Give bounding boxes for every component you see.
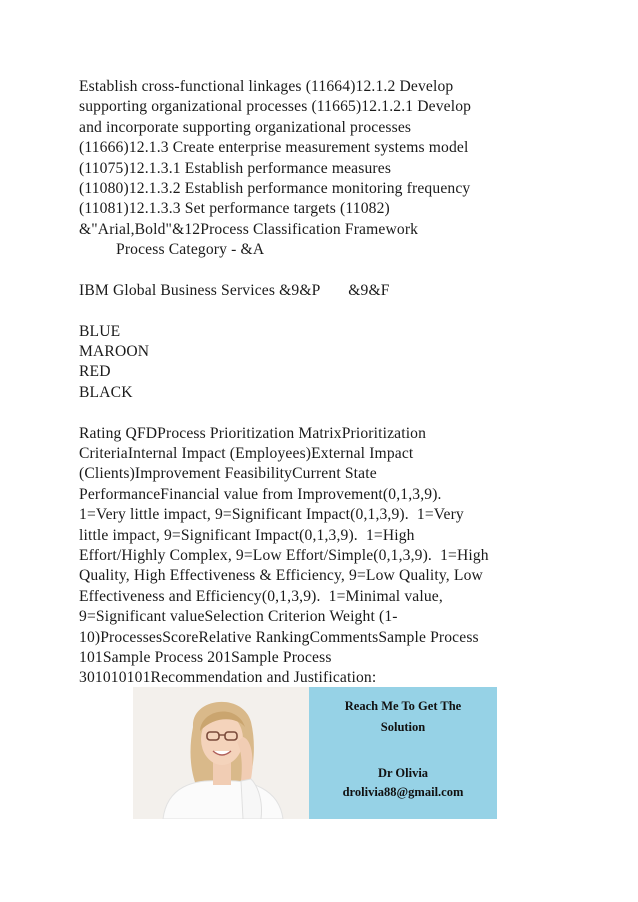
- text-line: 1=Very little impact, 9=Significant Impact(0,1,3,9). 1=Very: [79, 506, 464, 524]
- text-line: (11080)12.1.3.2 Establish performance monitoring frequency: [79, 179, 471, 197]
- cta-line-1: Reach Me To Get The: [344, 699, 462, 713]
- text-line: Establish cross-functional linkages (11664)12.1.2 Develop: [79, 78, 454, 95]
- cta-line-2: Solution: [380, 720, 426, 734]
- text-line: 101Sample Process 201Sample Process: [79, 648, 332, 666]
- text-line: (11075)12.1.3.1 Establish performance measures: [79, 159, 392, 177]
- color-line: RED: [79, 363, 111, 381]
- text-line: (11666)12.1.3 Create enterprise measurement systems model: [79, 139, 469, 157]
- process-category-line: Process Category - &A: [116, 241, 265, 259]
- text-line: 9=Significant valueSelection Criterion Weight (1-: [79, 608, 398, 626]
- text-line: and incorporate supporting organizational processes: [79, 118, 412, 136]
- portrait-illustration: [133, 687, 309, 819]
- color-line: BLACK: [79, 383, 133, 401]
- text-line: (Clients)Improvement FeasibilityCurrent State: [79, 465, 377, 483]
- spacer: [79, 261, 579, 281]
- contact-name: Dr Olivia: [377, 766, 429, 780]
- contact-email[interactable]: drolivia88@gmail.com: [342, 785, 464, 799]
- text-line: supporting organizational processes (11665)12.1.2.1 Develop: [79, 98, 472, 116]
- spacer: [79, 301, 579, 321]
- text-line: (11081)12.1.3.3 Set performance targets (11082): [79, 200, 390, 218]
- woman-photo: [133, 687, 309, 819]
- text-line: Rating QFDProcess Prioritization MatrixPrioritization: [79, 424, 427, 442]
- contact-banner: [133, 687, 497, 819]
- ibm-line: IBM Global Business Services &9&P &9&F: [79, 281, 390, 299]
- text-line: &"Arial,Bold"&12Process Classification Framework: [79, 220, 419, 238]
- spacer: [79, 403, 579, 423]
- contact-card: [309, 687, 497, 819]
- document-body: [79, 77, 579, 689]
- text-line: Effort/Highly Complex, 9=Low Effort/Simple(0,1,3,9). 1=High: [79, 546, 489, 564]
- text-line: 301010101Recommendation and Justification:: [79, 669, 377, 687]
- text-line: Effectiveness and Efficiency(0,1,3,9). 1=Minimal value,: [79, 587, 443, 605]
- color-line: BLUE: [79, 322, 121, 340]
- text-line: 10)ProcessesScoreRelative RankingCommentsSample Process: [79, 628, 479, 646]
- text-line: Quality, High Effectiveness & Efficiency, 9=Low Quality, Low: [79, 567, 483, 585]
- color-line: MAROON: [79, 343, 150, 361]
- text-line: CriteriaInternal Impact (Employees)External Impact: [79, 445, 414, 463]
- text-line: PerformanceFinancial value from Improvement(0,1,3,9).: [79, 485, 442, 503]
- text-line: little impact, 9=Significant Impact(0,1,3,9). 1=High: [79, 526, 415, 544]
